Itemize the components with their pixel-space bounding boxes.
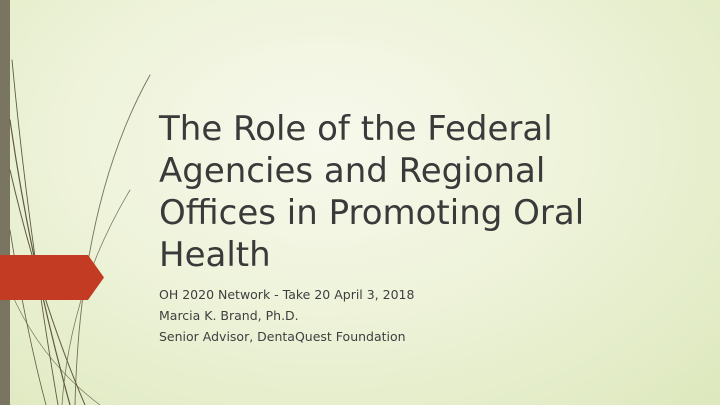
accent-arrow-tab <box>0 255 104 300</box>
slide-title: The Role of the Federal Agencies and Regional Offices in Promoting Oral Health <box>159 109 585 275</box>
subtitle-block <box>159 284 639 347</box>
presenter-name: Marcia K. Brand, Ph.D. <box>159 308 299 323</box>
event-line: OH 2020 Network - Take 20 April 3, 2018 <box>159 287 415 302</box>
presenter-affiliation: Senior Advisor, DentaQuest Foundation <box>159 329 406 344</box>
